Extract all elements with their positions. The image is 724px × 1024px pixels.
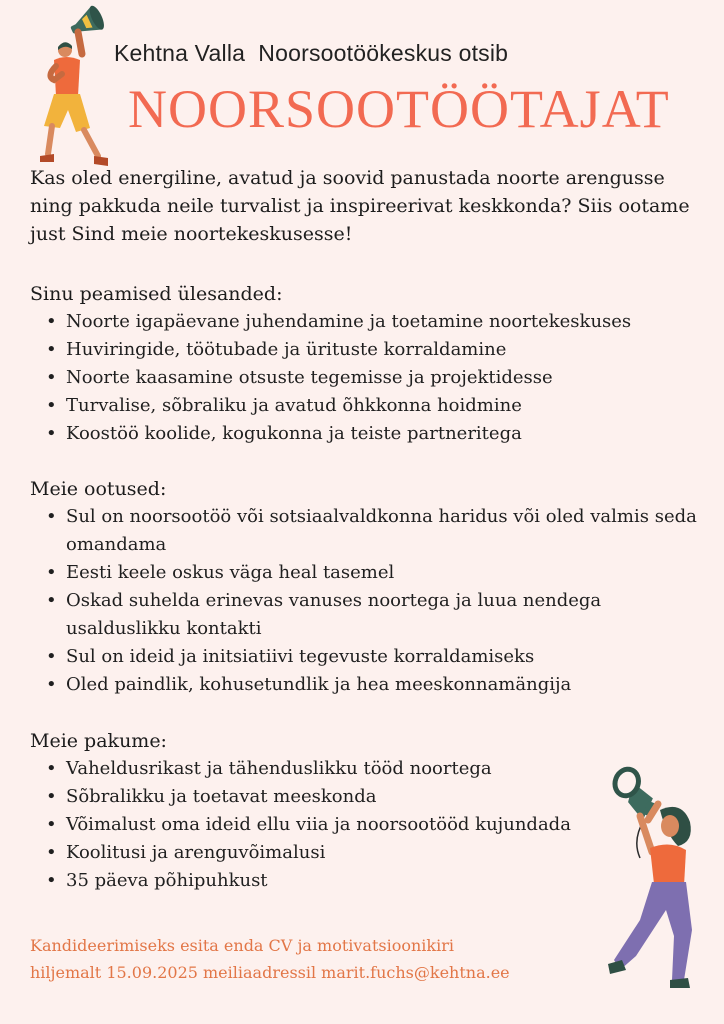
list-item: • Võimalust oma ideid ellu viia ja noorsootööd kujundada xyxy=(66,811,590,839)
application-instructions: Kandideerimiseks esita enda CV ja motivatsioonikiri hiljemalt 15.09.2025 meiliaadressil marit.fuchs@kehtna.ee xyxy=(30,936,510,982)
list-item: • Sul on noorsootöö või sotsiaalvaldkonna haridus või oled valmis seda omandama xyxy=(66,503,700,559)
section-title: Meie pakume: xyxy=(30,730,167,752)
organization-line: Kehtna Valla Noorsootöökeskus otsib xyxy=(114,40,509,66)
list-item: • 35 päeva põhipuhkust xyxy=(66,867,590,895)
woman-with-megaphone-icon xyxy=(574,760,704,1010)
section-expectations xyxy=(30,475,700,699)
offer-list xyxy=(30,755,590,895)
section-offer xyxy=(30,727,590,895)
list-item: • Oskad suhelda erinevas vanuses noortega ja luua nendega usalduslikku kontakti xyxy=(66,587,700,643)
section-title: Meie ootused: xyxy=(30,478,167,500)
list-item: • Sõbralikku ja toetavat meeskonda xyxy=(66,783,590,811)
list-item: • Noorte kaasamine otsuste tegemisse ja projektidesse xyxy=(66,364,700,392)
list-item: • Turvalise, sõbraliku ja avatud õhkkonna hoidmine xyxy=(66,392,700,420)
list-item: • Koostöö koolide, kogukonna ja teiste partneritega xyxy=(66,420,700,448)
section-title: Sinu peamised ülesanded: xyxy=(30,283,283,305)
list-item: • Huviringide, töötubade ja ürituste korraldamine xyxy=(66,336,700,364)
list-item: • Koolitusi ja arenguvõimalusi xyxy=(66,839,590,867)
page-title: NOORSOOTÖÖTAJAT xyxy=(128,79,670,139)
expectation-list xyxy=(30,503,700,699)
list-item: • Vaheldusrikast ja tähenduslikku tööd noortega xyxy=(66,755,590,783)
task-list xyxy=(30,308,700,448)
intro-paragraph: Kas oled energiline, avatud ja soovid panustada noorte arengusse ning pakkuda neile turvalist ja inspireerivat keskkonda? Siis ootame just Sind meie noortekeskusesse! xyxy=(30,167,690,245)
list-item: • Eesti keele oskus väga heal tasemel xyxy=(66,559,700,587)
list-item: • Noorte igapäevane juhendamine ja toetamine noortekeskuses xyxy=(66,308,700,336)
list-item: • Sul on ideid ja initsiatiivi tegevuste korraldamiseks xyxy=(66,643,700,671)
list-item: • Oled paindlik, kohusetundlik ja hea meeskonnamängija xyxy=(66,671,700,699)
man-with-megaphone-icon xyxy=(32,4,118,170)
section-tasks xyxy=(30,280,700,448)
